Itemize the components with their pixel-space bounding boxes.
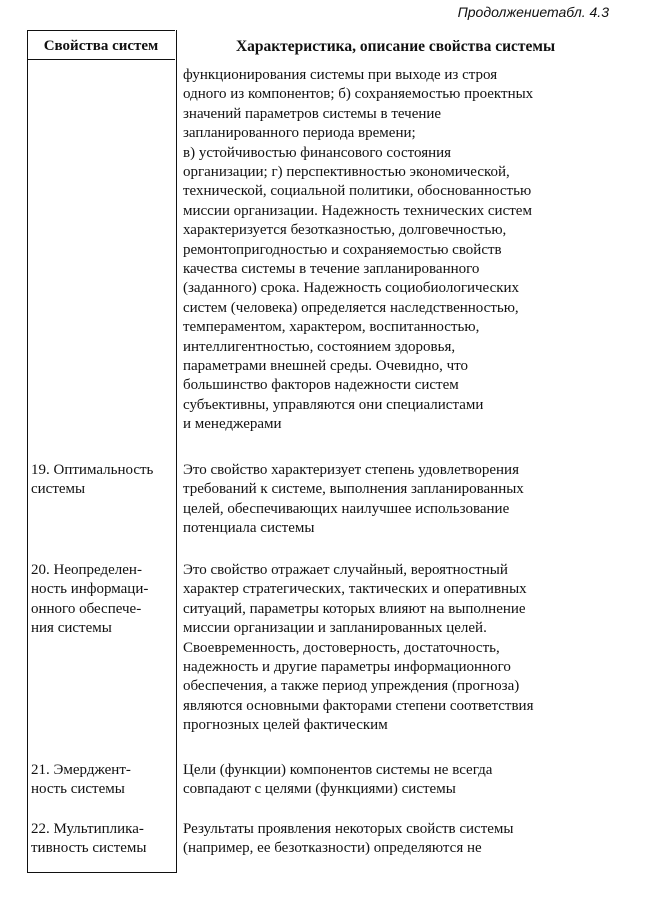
table-continuation-label: Продолжениетабл. 4.3 [457, 4, 609, 20]
description-line: прогнозных целей фактическим [183, 717, 388, 734]
description-line: характеризуется безотказностью, долговечностью, [183, 222, 507, 239]
description-line: Это свойство характеризует степень удовлетворения [183, 462, 519, 478]
description-line: целей, обеспечивающих наилучшее использование [183, 500, 510, 517]
properties-table [27, 30, 616, 872]
property-label-line: системы [31, 481, 86, 498]
description-line: Своевременность, достоверность, достаточность, [183, 639, 500, 656]
description-line: и менеджерами [183, 416, 282, 433]
description-line: качества системы в течение запланированного [183, 261, 480, 277]
description-line: (заданного) срока. Надежность социобиологических [183, 280, 520, 297]
description-line: обеспечения, а также период упреждения (прогноза) [183, 678, 520, 695]
description-line: интеллигентностью, состоянием здоровья, [183, 338, 456, 355]
properties-column-bottom-rule [27, 872, 177, 873]
description-line: миссии организации и запланированных целей. [183, 620, 487, 637]
property-label-line: онного обеспече- [31, 600, 142, 617]
description-line: Цели (функции) компонентов системы не всегда [183, 762, 493, 778]
description-line: Результаты проявления некоторых свойств системы [183, 821, 514, 837]
property-label-line: ния системы [31, 620, 112, 637]
description-line: являются основными факторами степени соответствия [183, 697, 534, 714]
description-line: миссии организации. Надежность технических систем [183, 202, 532, 219]
description-line: ситуаций, параметры которых влияют на выполнение [183, 600, 526, 617]
description-line: потенциала системы [183, 520, 315, 537]
description-line: субъективны, управляются они специалистами [183, 396, 484, 413]
description-line: (например, ее безотказности) определяются не [183, 840, 482, 857]
description-line: темпераментом, характером, воспитанностью, [183, 319, 480, 336]
property-label-line: 20. Неопределен- [31, 562, 142, 578]
description-line: значений параметров системы в течение [183, 105, 442, 122]
description-line: одного из компонентов; б) сохраняемостью проектных [183, 86, 534, 103]
description-line: большинство факторов надежности систем [183, 377, 459, 394]
column-header-properties: Свойства систем [27, 30, 175, 60]
property-label-line: 19. Оптимальность [31, 462, 154, 478]
description-line: характер стратегических, тактических и оперативных [183, 581, 527, 598]
property-label-line: 22. Мультиплика- [31, 821, 144, 837]
description-line: совпадают с целями (функциями) системы [183, 781, 456, 798]
description-line: Это свойство отражает случайный, вероятностный [183, 562, 508, 578]
description-line: систем (человека) определяется наследственностью, [183, 299, 519, 316]
description-line: требований к системе, выполнения запланированных [183, 481, 524, 498]
description-line: ремонтопригодностью и сохраняемостью свойств [183, 241, 502, 258]
properties-column-border [27, 30, 177, 872]
description-line: в) устойчивостью финансового состояния [183, 144, 452, 161]
property-label-line: тивность системы [31, 840, 147, 857]
property-label-line: 21. Эмерджент- [31, 762, 131, 778]
description-line: надежность и другие параметры информационного [183, 659, 511, 675]
description-line: функционирования системы при выходе из строя [183, 67, 498, 83]
property-label-line: ность системы [31, 781, 125, 798]
description-line: организации; г) перспективностью экономической, [183, 164, 510, 180]
column-header-description: Характеристика, описание свойства системы [235, 38, 556, 55]
description-line: запланированного периода времени; [183, 125, 416, 142]
description-line: технической, социальной политики, обоснованностью [183, 183, 532, 200]
property-label-line: ность информаци- [31, 581, 149, 598]
description-line: параметрами внешней среды. Очевидно, что [183, 358, 468, 374]
